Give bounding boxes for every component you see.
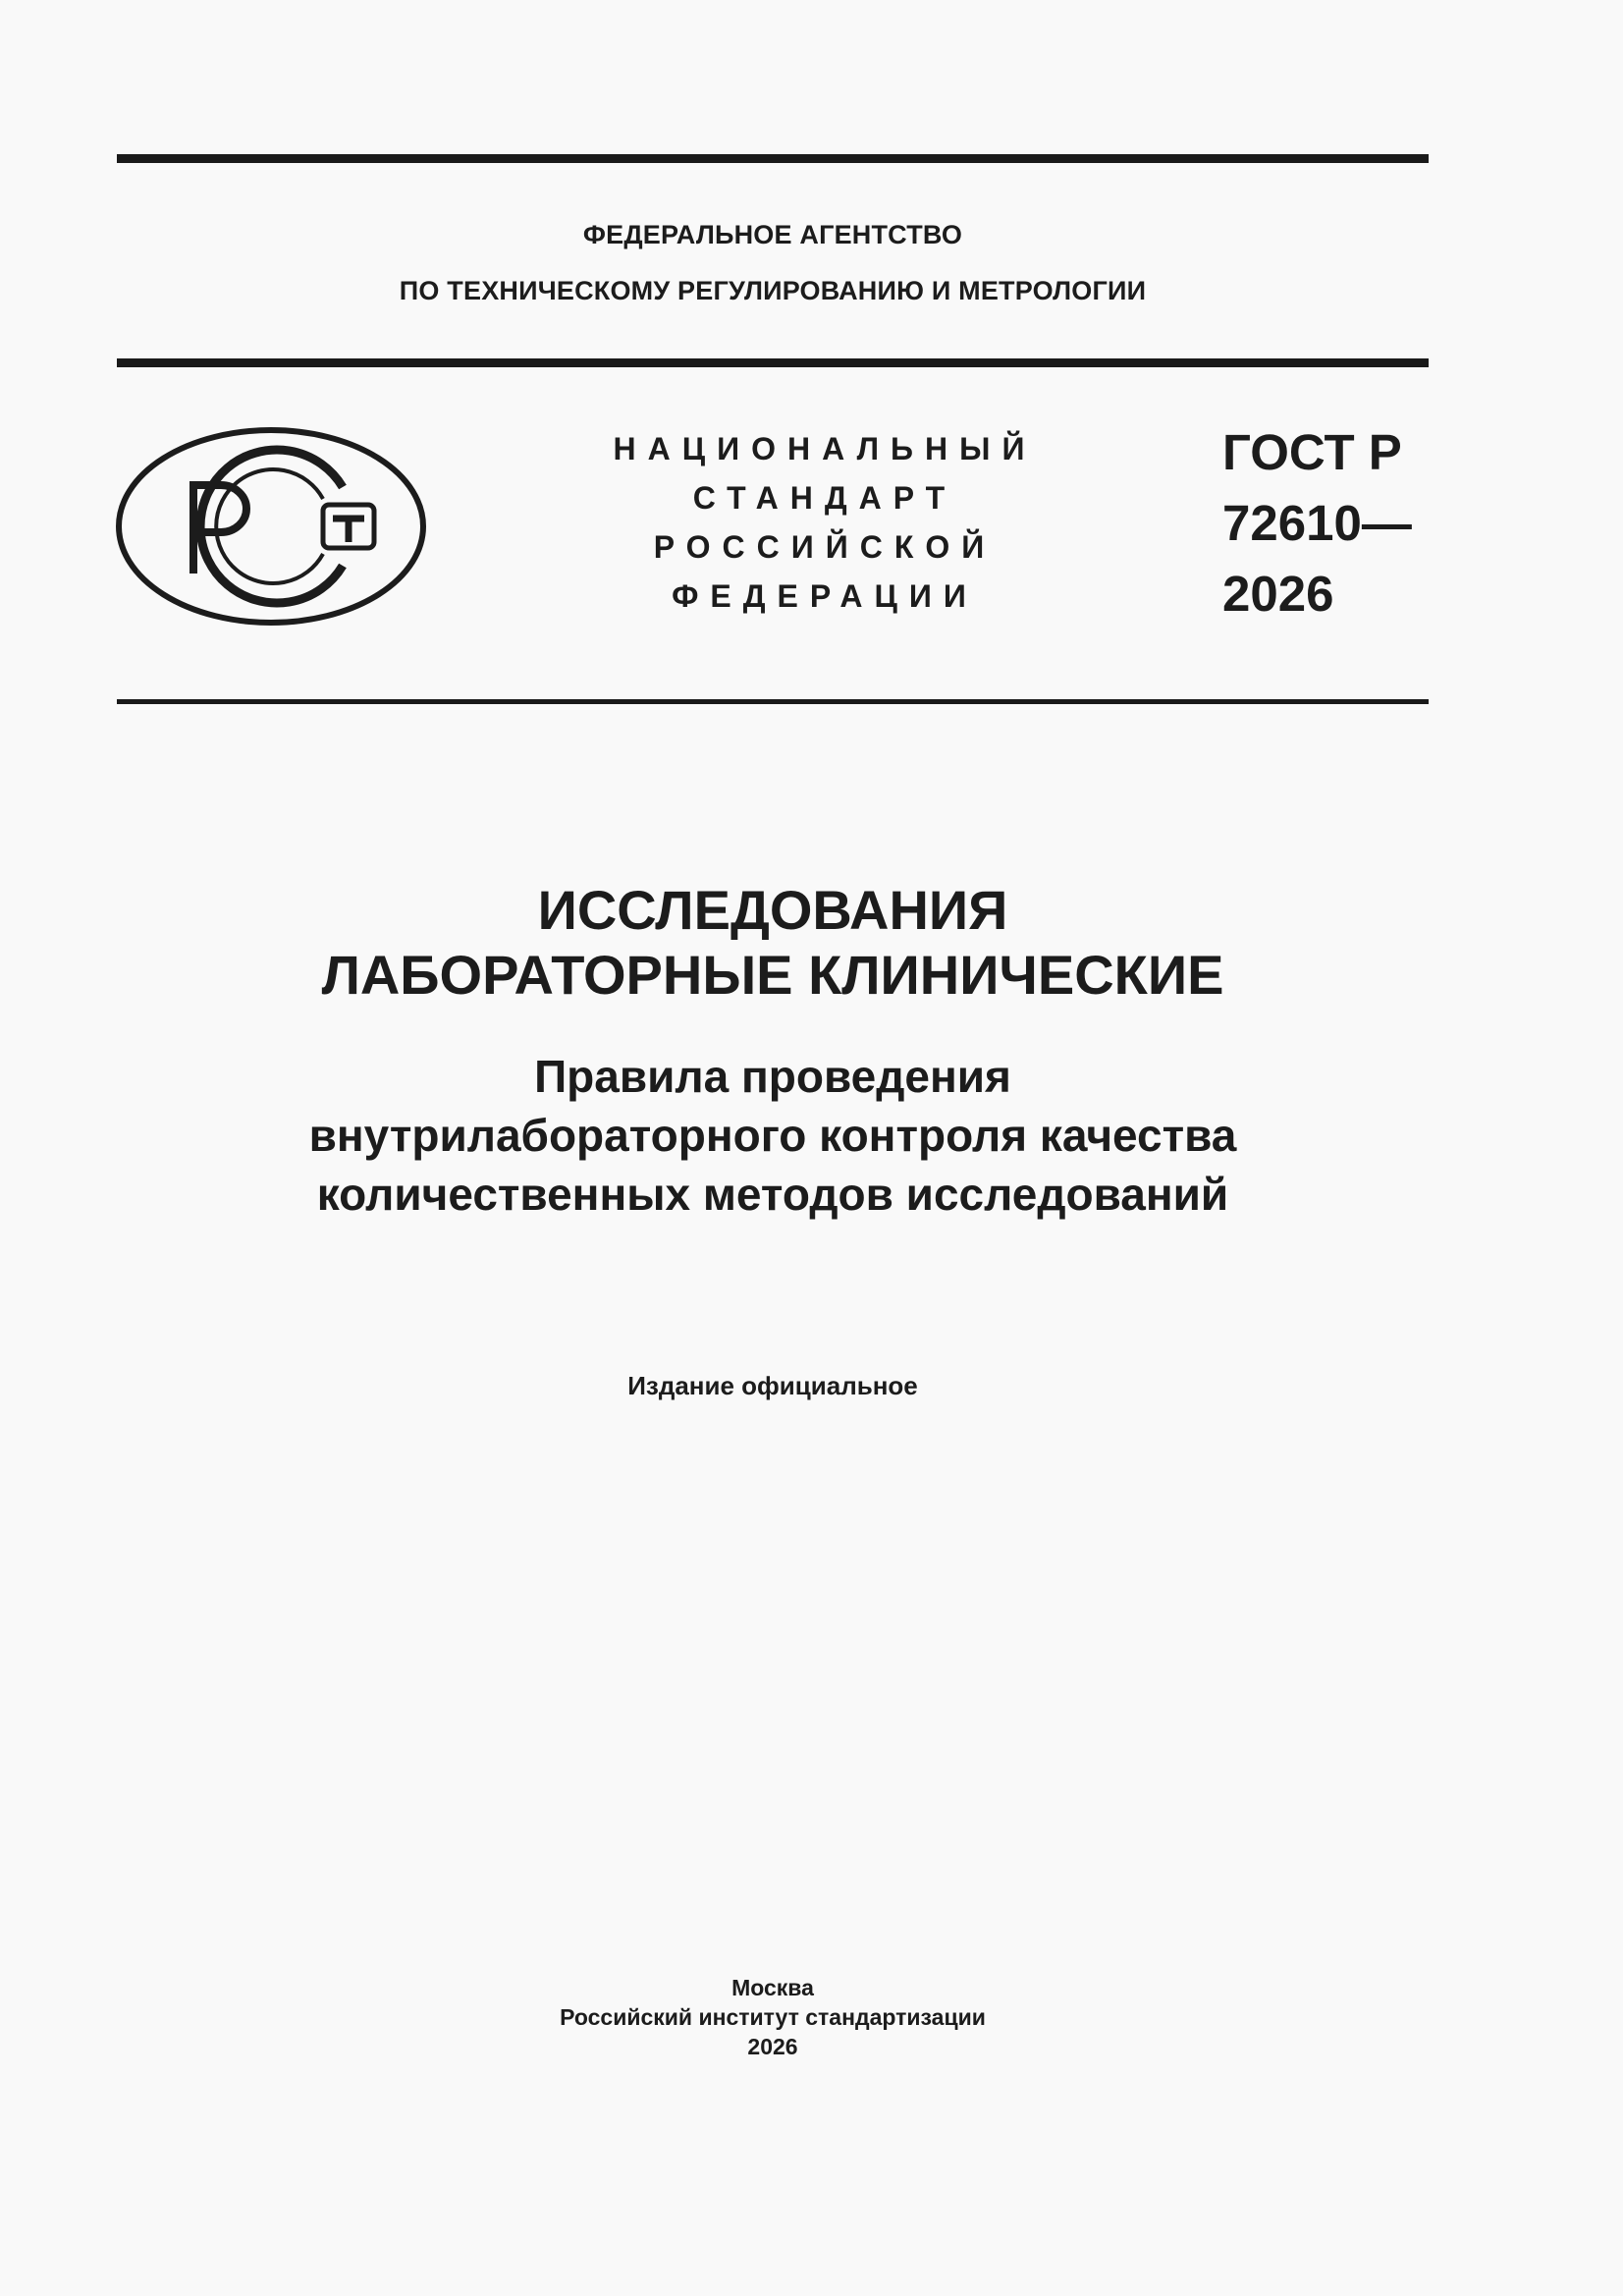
agency-name-line-1: ФЕДЕРАЛЬНОЕ АГЕНТСТВО: [582, 220, 963, 249]
document-title-line-2: ЛАБОРАТОРНЫЕ КЛИНИЧЕСКИЕ: [321, 944, 1224, 1006]
standard-type-line-3: РОССИЙСКОЙ: [653, 529, 997, 565]
rst-certification-mark-icon: [115, 426, 427, 627]
imprint-city: Москва: [731, 1975, 814, 2000]
designation-line-2: 72610—: [1222, 495, 1412, 551]
standard-type-block: [569, 424, 1080, 621]
document-subtitle-line-2: внутрилабораторного контроля качества: [308, 1110, 1237, 1161]
document-title-line-1: ИССЛЕДОВАНИЯ: [537, 879, 1008, 941]
top-rule: [117, 154, 1429, 163]
section-rule: [117, 699, 1429, 704]
imprint-year: 2026: [747, 2034, 798, 2059]
edition-label: Издание официальное: [627, 1371, 918, 1400]
document-subtitle-line-3: количественных методов исследований: [316, 1169, 1229, 1220]
agency-name-line-2: ПО ТЕХНИЧЕСКОМУ РЕГУЛИРОВАНИЮ И МЕТРОЛОГИИ: [399, 276, 1147, 305]
standard-type-line-4: ФЕДЕРАЦИИ: [672, 578, 978, 614]
standard-type-line-1: НАЦИОНАЛЬНЫЙ: [613, 431, 1037, 466]
standard-type-line-2: СТАНДАРТ: [692, 480, 957, 516]
document-subtitle-line-1: Правила проведения: [534, 1051, 1011, 1102]
header-rule: [117, 358, 1429, 367]
designation-line-1: ГОСТ Р: [1222, 424, 1402, 480]
standard-designation: [1222, 417, 1412, 629]
imprint-publisher: Российский институт стандартизации: [560, 2004, 986, 2030]
designation-line-3: 2026: [1222, 566, 1334, 622]
